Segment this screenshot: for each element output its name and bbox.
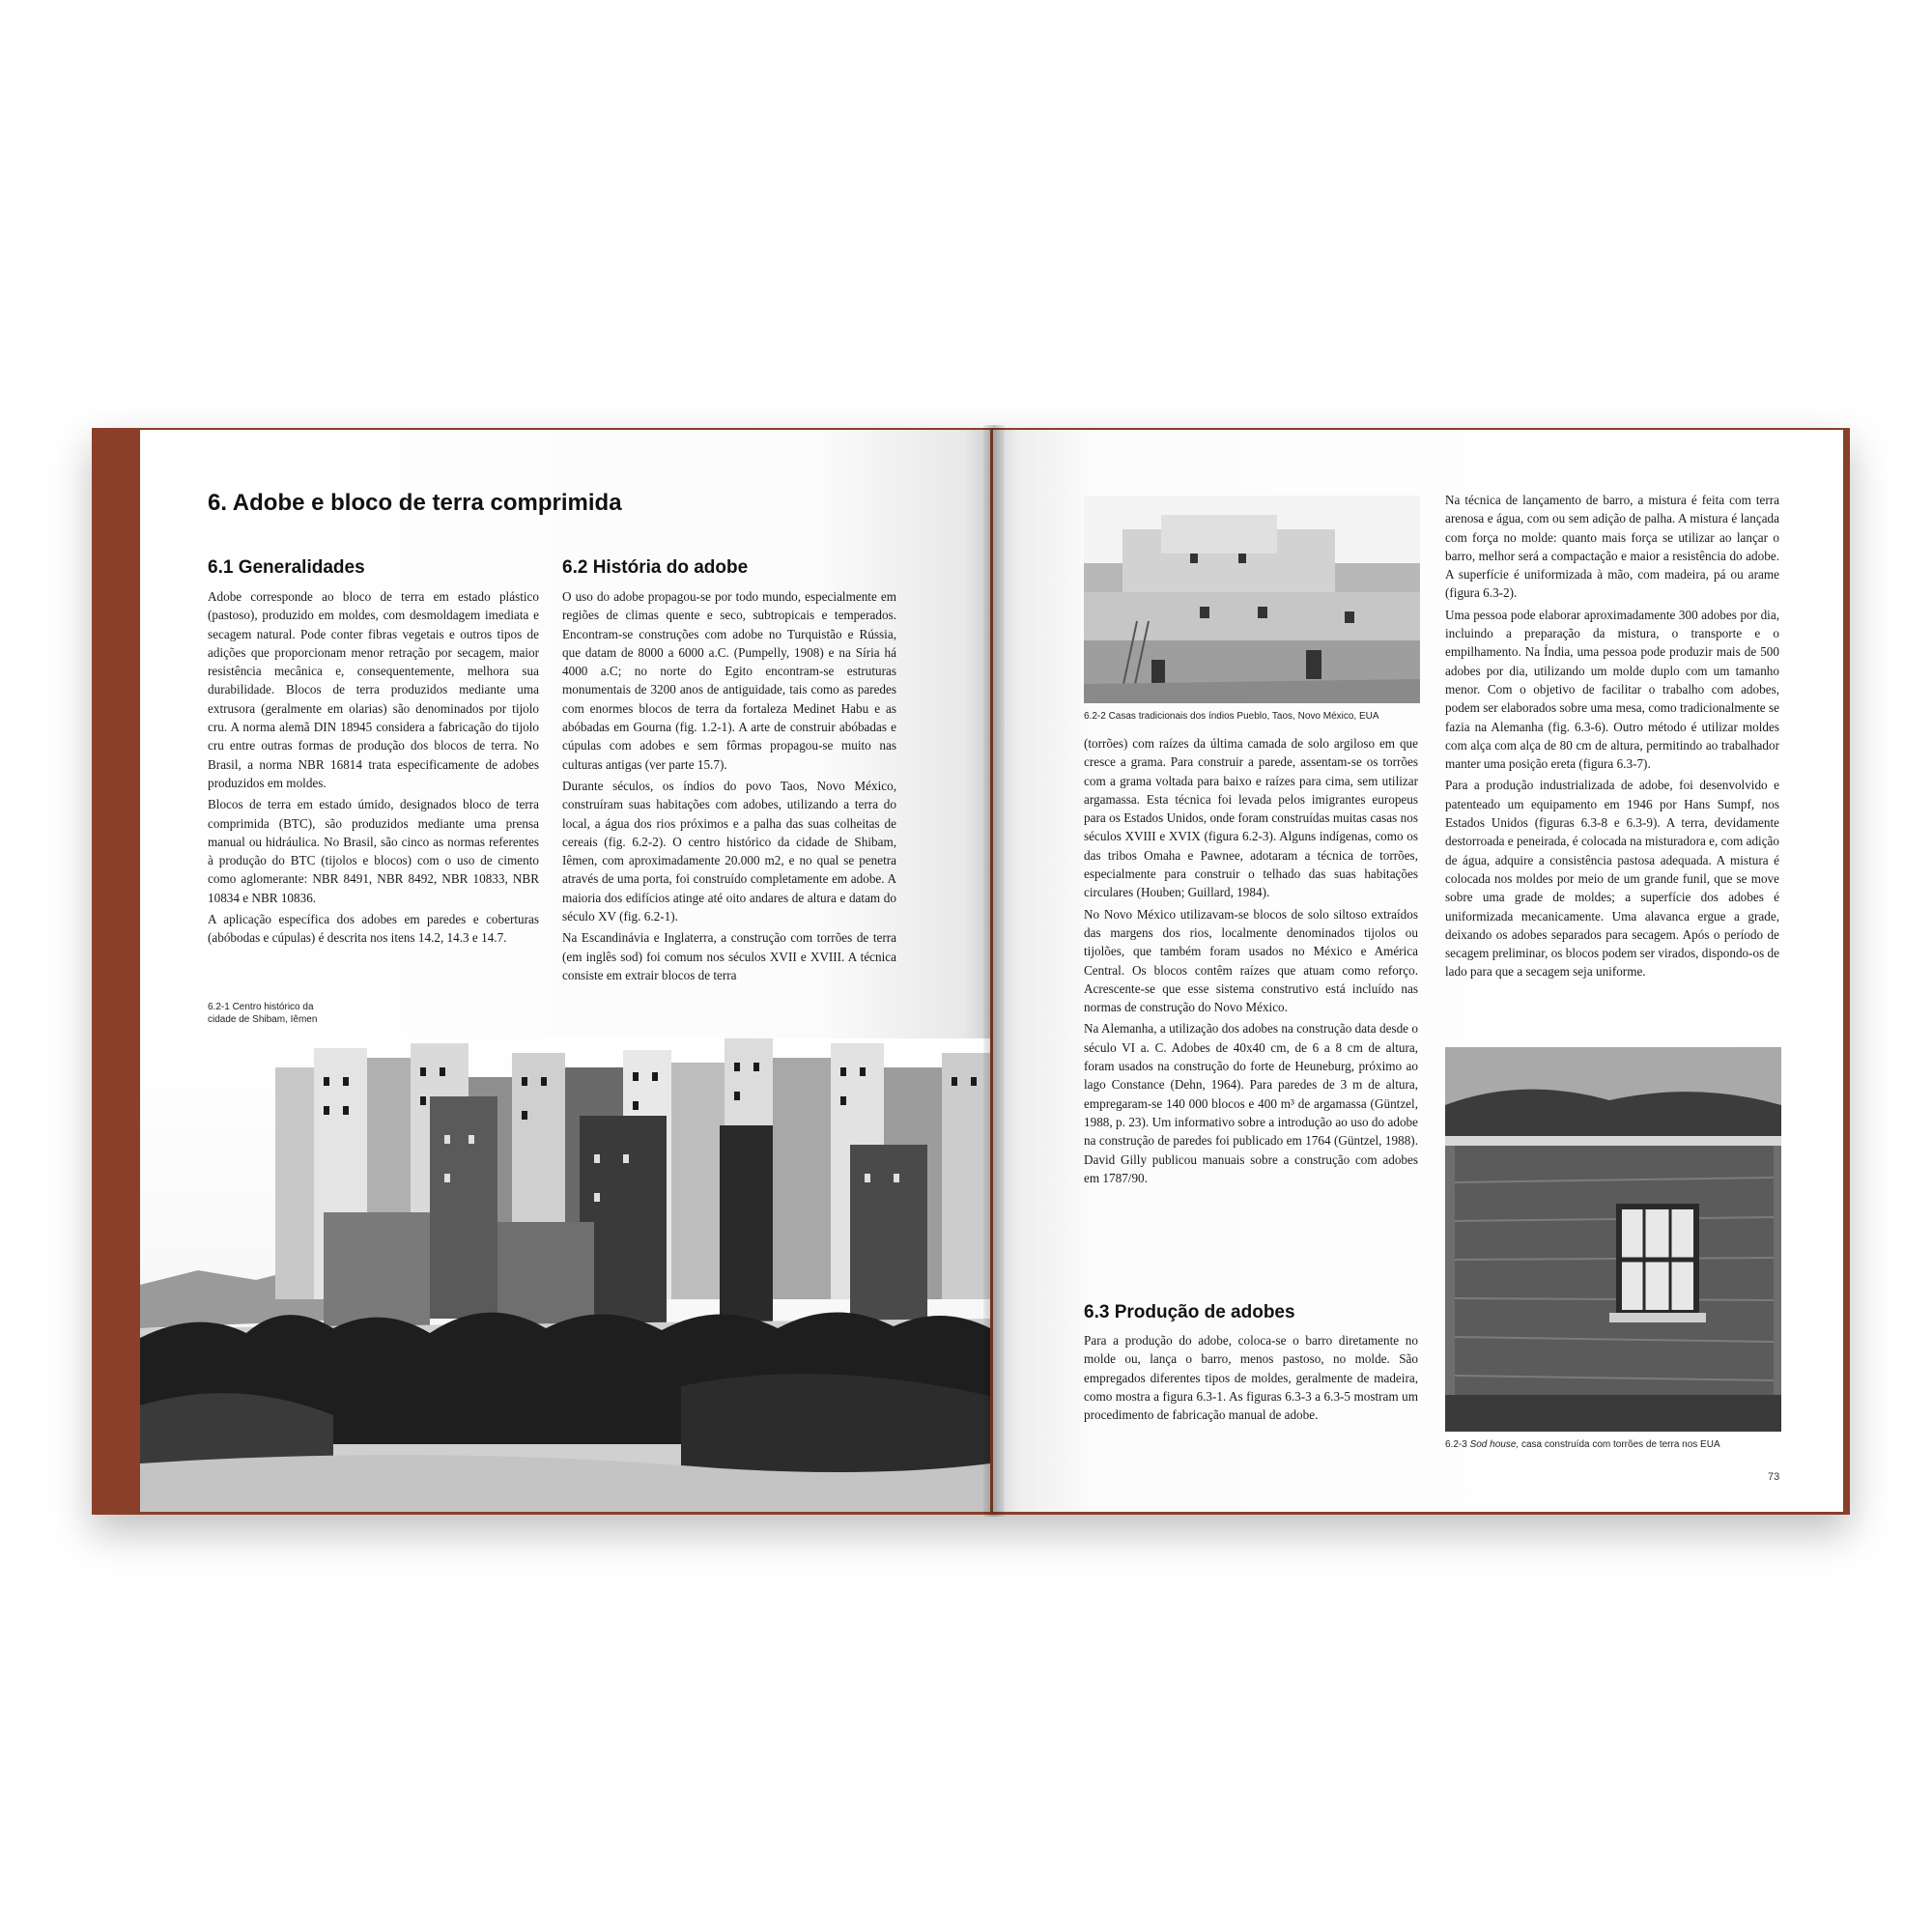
- section-6-1-heading: 6.1 Generalidades: [208, 557, 365, 578]
- paragraph: Adobe corresponde ao bloco de terra em estado plástico (pastoso), produzido em moldes, com desmoldagem imediata e secagem natural. Pode conter fibras vegetais e outros tipos de adições que proporcionam menor retração por secagem, maior resistência mecânica e, consequentemente, melhora sua durabilidade. Blocos de terra produzidos mediante uma extrusora (geralmente em olarias) são denominados por tijolo cru. A norma alemã DIN 18945 considera a fabricação do tijolo cru entre outras formas de produção dos blocos de terra. No Brasil, a norma NBR 16814 trata especificamente de adobes produzidos em moldes.: [208, 589, 539, 790]
- section-6-3-body: [1084, 1331, 1418, 1427]
- paragraph: Para a produção industrializada de adobe, foi desenvolvido e patenteado um equipamento em 1946 por Hans Sumpf, nos Estados Unidos (figuras 6.3-8 e 6.3-9). A terra, devidamente destorroada e peneirada, é colocada na misturadora e, com adição de água, adquire a consistência pastosa adequada. A mistura é colocada nos moldes por meio de um grande funil, que se move sobre uma grade de moldes; a superfície dos adobes é uniformizada mecanicamente. Uma alavanca ergue a grade, deixando os adobes separados para secagem. Após o período de secagem preliminar, os blocos podem ser virados, dispondo-os de lado para que a secagem seja uniforme.: [1445, 778, 1779, 980]
- paragraph: Para a produção do adobe, coloca-se o barro diretamente no molde ou, lança o barro, menos pastoso, no molde. São empregados diferentes tipos de moldes, geralmente de madeira, como mostra a figura 6.3-1. As figuras 6.3-3 a 6.3-5 mostram um procedimento de fabricação manual de adobe.: [1084, 1333, 1418, 1423]
- caption-line: cidade de Shibam, Iêmen: [208, 1013, 318, 1025]
- caption-text: casa construída com torrões de terra nos EUA: [1520, 1439, 1720, 1450]
- sod-house-photo-illustration: [1445, 1047, 1781, 1432]
- paragraph: Na técnica de lançamento de barro, a mistura é feita com terra arenosa e água, com ou sem adição de palha. A mistura é lançada com força no molde: quanto mais força se utilizar ao lançar o barro, melhor será a compactação e maior a resistência do adobe. A superfície é uniformizada à mão, com madeira, pá ou arame (figura 6.3-2).: [1445, 493, 1779, 601]
- figure-6-2-3-caption: [1445, 1439, 1793, 1452]
- chapter-title: 6. Adobe e bloco de terra comprimida: [208, 490, 622, 516]
- section-6-2-body: [562, 587, 896, 987]
- section-6-2-continuation: [1084, 734, 1418, 1190]
- section-6-3-continuation: [1445, 491, 1779, 984]
- paragraph: (torrões) com raízes da última camada de solo argiloso em que cresce a grama. Para construir a parede, assentam-se os torrões com a grama voltada para baixo e raízes para cima, sem utilizar argamassa. Esta técnica foi levada pelos imigrantes europeus para os Estados Unidos, onde foram construídas muitas casas nos séculos XVIII e XVIX (figura 6.2-3). Alguns indígenas, como os das tribos Omaha e Pawnee, adotaram a técnica de torrões, especialmente para construir o telhado das suas habitações circulares (Houben; Guillard, 1984).: [1084, 736, 1418, 900]
- paragraph: Na Escandinávia e Inglaterra, a construção com torrões de terra (em inglês sod) foi comum nos séculos XVII e XVIII. A técnica consiste em extrair blocos de terra: [562, 930, 896, 982]
- paragraph: Na Alemanha, a utilização dos adobes na construção data desde o século VI a. C. Adobes de 40x40 cm, de 6 a 8 cm de altura, foram usados na construção do forte de Heuneburg, próximo ao lago Constance (Dehn, 1964). Para paredes de 3 m de altura, empregaram-se 140 000 blocos e 400 m³ de argamassa (Güntzel, 1988, p. 23). Um informativo sobre a introdução ao uso do adobe na construção de paredes foi publicado em 1764 (Güntzel, 1988). David Gilly publicou manuais sobre a construção com adobes em 1787/90.: [1084, 1021, 1418, 1185]
- section-6-1-body: [208, 587, 539, 951]
- figure-6-2-1-caption: [208, 1002, 401, 1026]
- paragraph: Uma pessoa pode elaborar aproximadamente 300 adobes por dia, incluindo a preparação da mistura, o transporte e o empilhamento. Na Índia, uma pessoa pode produzir mais de 500 adobes por dia, utilizando um molde duplo com um tamanho menor. Com o objetivo de facilitar o trabalho com adobes, podem ser elaborados sobre uma mesa, como tradicionalmente se fazia na Alemanha (fig. 6.3-6). Outro método é utilizar moldes com alça com alça de 80 cm de altura, permitindo ao trabalhador manter uma posição ereta (figura 6.3-7).: [1445, 607, 1779, 772]
- pueblo-photo-illustration: [1084, 496, 1420, 703]
- paragraph: Durante séculos, os índios do povo Taos, Novo México, construíram suas habitações com adobes, utilizando a terra do local, a água dos rios próximos e a palha das suas colheitas de cereais (fig. 6.2-2). O centro histórico da cidade de Shibam, Iêmen, com aproximadamente 20.000 m2, e no qual se penetra através de uma porta, foi construído completamente em adobe. A maioria dos edifícios atinge até oito andares de altura e datam do século XV (fig. 6.2-1).: [562, 778, 896, 924]
- section-6-3-heading: 6.3 Produção de adobes: [1084, 1302, 1295, 1322]
- caption-italic: Sod house,: [1469, 1439, 1520, 1450]
- shibam-city-photo: [140, 1038, 990, 1512]
- page-number: 73: [1768, 1471, 1780, 1483]
- book-spine-gutter: [983, 425, 1005, 1517]
- paragraph: O uso do adobe propagou-se por todo mundo, especialmente em regiões de climas quente e seco, subtropicais e temperados. Encontram-se construções com adobe no Turquistão e Rússia, que datam de 8000 a 6000 a.C. (Pumpelly, 1908) e na Síria há 4000 a.C; no norte do Egito encontram-se estruturas monumentais de 3200 anos de antiguidade, tais como as paredes com enormes blocos de terra da fortaleza Medinet Habu e as abóbadas em Gourna (fig. 1.2-1). A arte de construir abóbadas e cúpulas com adobes e sem fôrmas propagou-se muito nas culturas antigas (ver parte 15.7).: [562, 589, 896, 772]
- paragraph: Blocos de terra em estado úmido, designados bloco de terra comprimida (BTC), são produzidos mediante uma prensa manual ou hidráulica. No Brasil, são cinco as normas referentes à produção do BTC (tijolos e blocos) com o uso de cimento como aglomerante: NBR 8491, NBR 8492, NBR 10833, NBR 10834 e NBR 10836.: [208, 797, 539, 905]
- paragraph: A aplicação específica dos adobes em paredes e coberturas (abóbodas e cúpulas) é descrita nos itens 14.2, 14.3 e 14.7.: [208, 912, 539, 946]
- sod-house-photo: [1445, 1047, 1781, 1432]
- caption-line: 6.2-1 Centro histórico da: [208, 1002, 314, 1012]
- paragraph: No Novo México utilizavam-se blocos de solo siltoso extraídos das margens dos rios, localmente denominados tijolos ou tijolões, que também foram usados no México e América Central. Os blocos contêm raízes que atuam como reforço. Acrescente-se que esse sistema construtivo está incluído nas normas de construção do Novo México.: [1084, 906, 1418, 1015]
- section-6-2-heading: 6.2 História do adobe: [562, 557, 749, 578]
- pueblo-taos-photo: [1084, 496, 1420, 703]
- figure-6-2-2-caption: 6.2-2 Casas tradicionais dos índios Pueblo, Taos, Novo México, EUA: [1084, 711, 1379, 722]
- caption-number: 6.2-3: [1445, 1439, 1467, 1450]
- shibam-photo-illustration: [140, 1038, 990, 1512]
